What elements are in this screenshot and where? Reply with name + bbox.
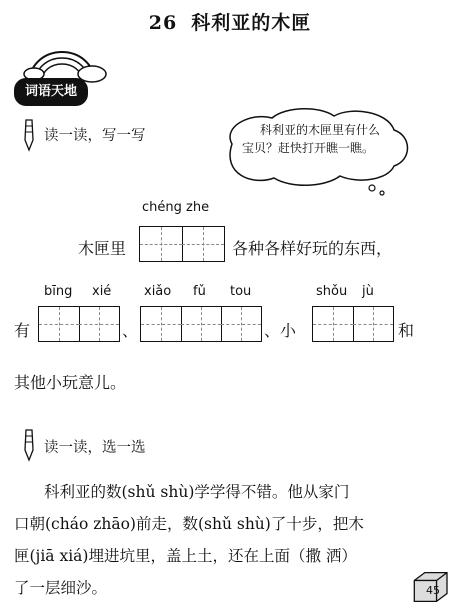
row1-before: 木匣里 (78, 239, 127, 258)
row2-sep1: 、 (122, 321, 139, 340)
exercise-paragraph (14, 476, 434, 604)
writing-box-xiaofutou[interactable] (140, 306, 262, 342)
page-number: 45 (426, 584, 440, 597)
paragraph-line-4: 了一层细沙。 (14, 579, 108, 597)
row1-after: 各种各样好玩的东西， (232, 239, 393, 258)
writing-box-shouju[interactable] (312, 306, 394, 342)
pinyin-shou: shǒu (316, 284, 348, 299)
writing-box-bingxie[interactable] (38, 306, 120, 342)
pinyin-tou: tou (230, 284, 252, 299)
pinyin-fu: fǔ (193, 284, 206, 299)
pen-icon (20, 428, 38, 462)
pinyin-ju: jù (362, 284, 374, 299)
paragraph-line-2: 口朝(cháo zhāo)前走，数(shǔ shù)了十步，把木 (14, 515, 364, 533)
pinyin-chengzhe: chéng zhe (142, 200, 210, 215)
lesson-title: 科利亚的木匣 (191, 12, 312, 34)
bubble-text (242, 121, 402, 157)
pinyin-xie: xié (92, 284, 112, 299)
pen-icon (20, 118, 38, 152)
section-badge: 词语天地 (14, 78, 88, 106)
lesson-number: 26 (148, 12, 178, 34)
paragraph-line-3: 匣(jiā xiá)埋进坑里，盖上土，还在上面（撒 洒） (14, 547, 357, 565)
bubble-line-1: 科利亚的木匣里有什么 (260, 123, 381, 137)
pinyin-bing: bīng (44, 284, 73, 299)
row3-text: 其他小玩意儿。 (14, 373, 127, 392)
section2-heading: 读一读，选一选 (44, 440, 146, 456)
pinyin-xiao: xiǎo (144, 284, 172, 299)
row2-start: 有 (14, 321, 31, 340)
writing-box-chengzhe[interactable] (139, 226, 225, 262)
page-title (0, 8, 460, 35)
bubble-line-2: 宝贝？赶快打开瞧一瞧。 (242, 141, 375, 155)
section1-heading: 读一读，写一写 (44, 128, 146, 144)
row2-sep2: 、小 (264, 321, 297, 340)
paragraph-line-1: 科利亚的数(shǔ shù)学学得不错。他从家门 (44, 483, 350, 501)
row2-end: 和 (398, 321, 415, 340)
